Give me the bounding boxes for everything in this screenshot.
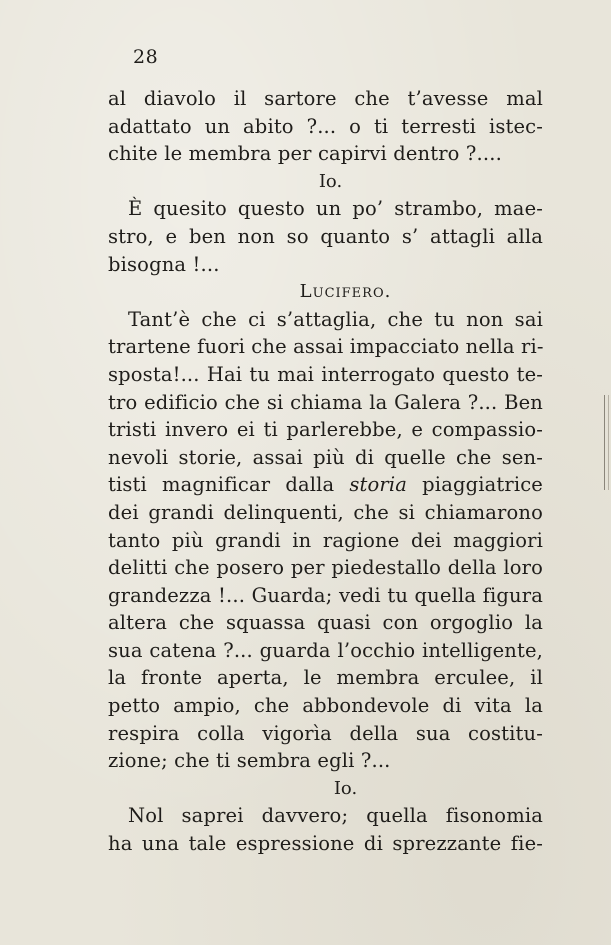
text-line: stro, e ben non so quanto s’ attagli alla <box>108 224 543 248</box>
text-block <box>108 85 543 858</box>
page-edge-mark <box>604 395 609 490</box>
text-line: bisogna !... <box>108 252 220 276</box>
text-segment: piaggiatrice <box>422 473 543 497</box>
text-segment: tisti magnificar dalla <box>108 473 335 497</box>
text-line: chite le membra per capirvi dentro ?.... <box>108 142 502 166</box>
text-line: tristi invero ei ti parlerebbe, e compassio- <box>108 418 543 442</box>
text-line: ha una tale espressione di sprezzante fie- <box>108 832 543 856</box>
text-line: al diavolo il sartore che t’avesse mal <box>108 87 543 110</box>
page-number: 28 <box>133 46 159 68</box>
text-line: petto ampio, che abbondevole di vita la <box>108 694 543 718</box>
text-line: Tant’è che ci s’attaglia, che tu non sai <box>128 307 543 331</box>
text-line: adattato un abito ?... o ti terresti istec- <box>108 114 543 138</box>
italic-word: storia <box>349 473 408 497</box>
text-line: zione; che ti sembra egli ?... <box>108 749 391 773</box>
speaker-lucifero: Lucifero. <box>299 281 392 303</box>
text-line: tro edificio che si chiama la Galera ?... Ben <box>108 390 543 414</box>
text-line: sua catena ?... guarda l’occhio intelligente, <box>108 638 543 662</box>
text-line: trartene fuori che assai impacciato nella ri- <box>108 335 544 359</box>
text-line: respira colla vigorìa della sua costitu- <box>108 721 543 745</box>
text-line: la fronte aperta, le membra erculee, il <box>108 666 543 690</box>
text-line: altera che squassa quasi con orgoglio la <box>108 611 543 635</box>
text-line: È quesito questo un po’ strambo, mae- <box>128 197 543 221</box>
speaker-io: Io. <box>318 170 343 192</box>
speaker-io: Io. <box>333 777 358 799</box>
text-line: grandezza !... Guarda; vedi tu quella figura <box>108 583 543 607</box>
text-line-with-italic <box>108 471 543 499</box>
text-line: Nol saprei davvero; quella fisonomia <box>128 804 543 828</box>
text-line: dei grandi delinquenti, che si chiamarono <box>108 500 543 524</box>
text-line: tanto più grandi in ragione dei maggiori <box>108 528 543 552</box>
text-line: delitti che posero per piedestallo della loro <box>108 556 543 580</box>
text-line: sposta!... Hai tu mai interrogato questo te- <box>108 362 543 386</box>
text-line: nevoli storie, assai più di quelle che sen- <box>108 445 543 469</box>
